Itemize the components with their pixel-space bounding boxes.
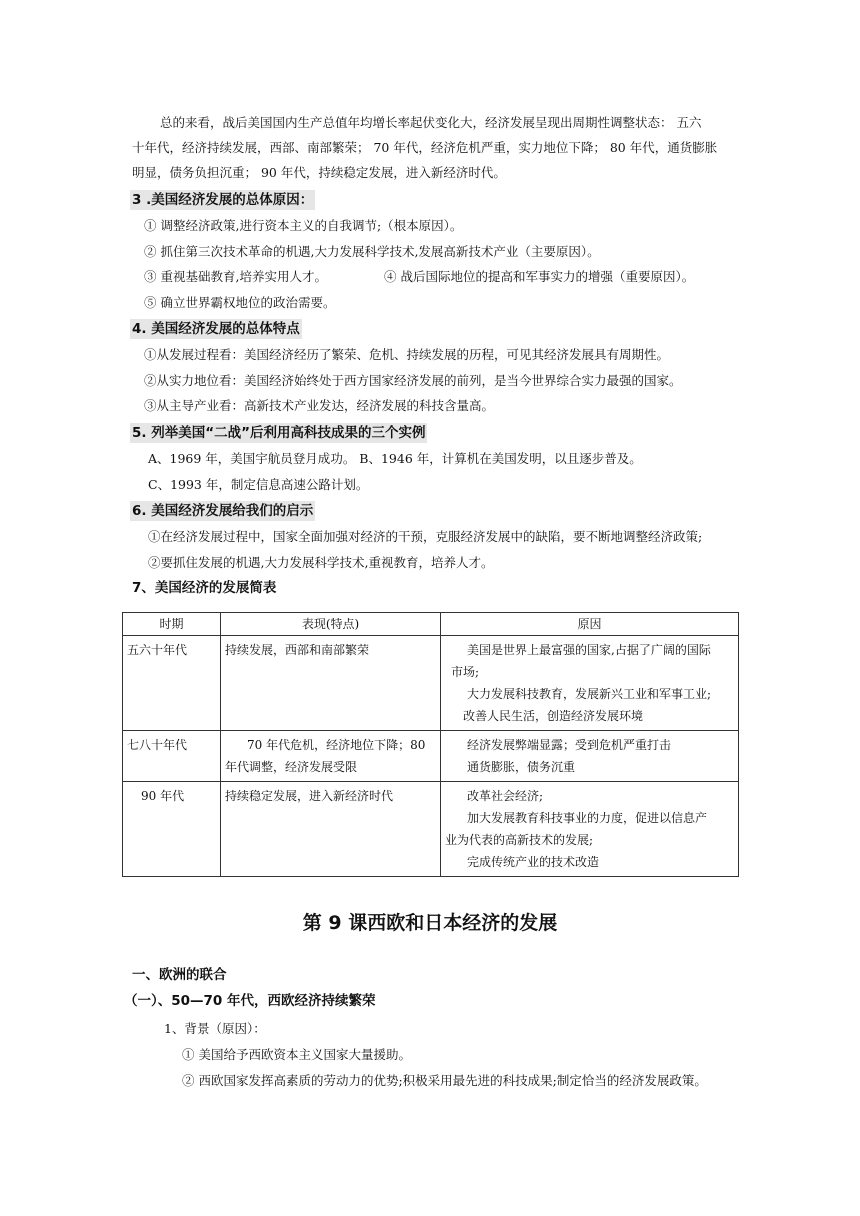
table-row [123, 731, 739, 782]
feature-line: 年代调整，经济发展受限 [225, 760, 358, 774]
reason-line: 通货膨胀，债务沉重 [467, 760, 576, 774]
period-cell: 五六十年代 [123, 636, 221, 731]
section-3-heading: 3 .美国经济发展的总体原因： [132, 192, 314, 208]
section-3-item-5: ⑤ 确立世界霸权地位的政治需要。 [144, 295, 336, 310]
table-row [123, 782, 739, 877]
intro-line-1: 总的来看，战后美国国内生产总值年均增长率起伏变化大，经济发展呈现出周期性调整状态： 五六 [160, 115, 702, 130]
section-3-item-3: ③ 重视基础教育,培养实用人才。 [144, 269, 327, 284]
background-reason-2: ② 西欧国家发挥高素质的劳动力的优势;积极采用最先进的科技成果;制定恰当的经济发展政策。 [182, 1073, 707, 1088]
intro-line-3: 明显，债务负担沉重； 90 年代，持续稳定发展，进入新经济时代。 [132, 165, 506, 180]
section-4-heading: 4. 美国经济发展的总体特点 [132, 321, 300, 337]
reason-cell [441, 731, 739, 782]
reason-cell [441, 782, 739, 877]
section-5-item-1: A、1969 年，美国宇航员登月成功。 B、1946 年，计算机在美国发明，以且逐步普及。 [148, 451, 642, 466]
feature-cell [221, 782, 441, 877]
section-6-heading: 6. 美国经济发展给我们的启示 [132, 503, 314, 519]
feature-line: 持续发展，西部和南部繁荣 [225, 643, 370, 657]
section-4-item-3: ③从主导产业看：高新技术产业发达，经济发展的科技含量高。 [144, 398, 495, 413]
table-header-row [123, 613, 739, 636]
background-label: 1、背景（原因）： [164, 1021, 266, 1036]
section-3-item-2: ② 抓住第三次技术革命的机遇,大力发展科学技术,发展高新技术产业（主要原因）。 [144, 244, 600, 259]
intro-line-2: 十年代，经济持续发展，西部、南部繁荣； 70 年代，经济危机严重，实力地位下降； 80 年代，通货膨胀 [132, 140, 718, 155]
period-cell: 七八十年代 [123, 731, 221, 782]
section-6-item-1: ①在经济发展过程中，国家全面加强对经济的干预，克服经济发展中的缺陷，要不断地调整经济政策; [148, 529, 703, 544]
reason-cell [441, 636, 739, 731]
lesson-title: 第 9 课西欧和日本经济的发展 [302, 912, 558, 934]
section-5-heading: 5. 列举美国“二战”后利用高科技成果的三个实例 [132, 425, 426, 441]
reason-line: 完成传统产业的技术改造 [467, 855, 600, 869]
reason-line: 改革社会经济; [467, 789, 544, 803]
subsection-1-heading: （一）、50—70 年代，西欧经济持续繁荣 [124, 993, 376, 1009]
feature-cell [221, 636, 441, 731]
section-5-item-2: C、1993 年，制定信息高速公路计划。 [148, 477, 369, 492]
reason-line: 加大发展教育科技事业的力度，促进以信息产 [467, 811, 708, 825]
us-economy-summary-table [122, 612, 739, 877]
section-4-item-1: ①从发展过程看：美国经济经历了繁荣、危机、持续发展的历程，可见其经济发展具有周期性。 [144, 347, 670, 362]
section-3-item-4: ④ 战后国际地位的提高和军事实力的增强（重要原因）。 [384, 269, 695, 284]
section-4-item-2: ②从实力地位看：美国经济始终处于西方国家经济发展的前列，是当今世界综合实力最强的国家。 [144, 373, 682, 388]
section-3-item-1: ① 调整经济政策,进行资本主义的自我调节;（根本原因）。 [144, 218, 463, 233]
part-1-heading: 一、欧洲的联合 [132, 967, 227, 983]
reason-line: 市场; [451, 665, 480, 679]
reason-line: 美国是世界上最富强的国家,占据了广阔的国际 [467, 643, 711, 657]
feature-cell [221, 731, 441, 782]
table-header-feature: 表现(特点) [221, 613, 441, 636]
background-reason-1: ① 美国给予西欧资本主义国家大量援助。 [182, 1047, 411, 1062]
table-header-period: 时期 [123, 613, 221, 636]
reason-line: 业为代表的高新技术的发展; [445, 833, 594, 847]
table-row [123, 636, 739, 731]
reason-line: 改善人民生活，创造经济发展环境 [463, 709, 644, 723]
reason-line: 经济发展弊端显露；受到危机严重打击 [467, 738, 672, 752]
feature-line: 持续稳定发展，进入新经济时代 [225, 789, 394, 803]
reason-line: 大力发展科技教育，发展新兴工业和军事工业; [467, 687, 712, 701]
period-cell: 90 年代 [123, 782, 221, 877]
section-6-item-2: ②要抓住发展的机遇,大力发展科学技术,重视教育，培养人才。 [148, 555, 494, 570]
feature-line: 70 年代危机，经济地位下降；80 [247, 738, 426, 752]
table-header-reason: 原因 [441, 613, 739, 636]
section-7-heading: 7、美国经济的发展简表 [132, 580, 277, 596]
